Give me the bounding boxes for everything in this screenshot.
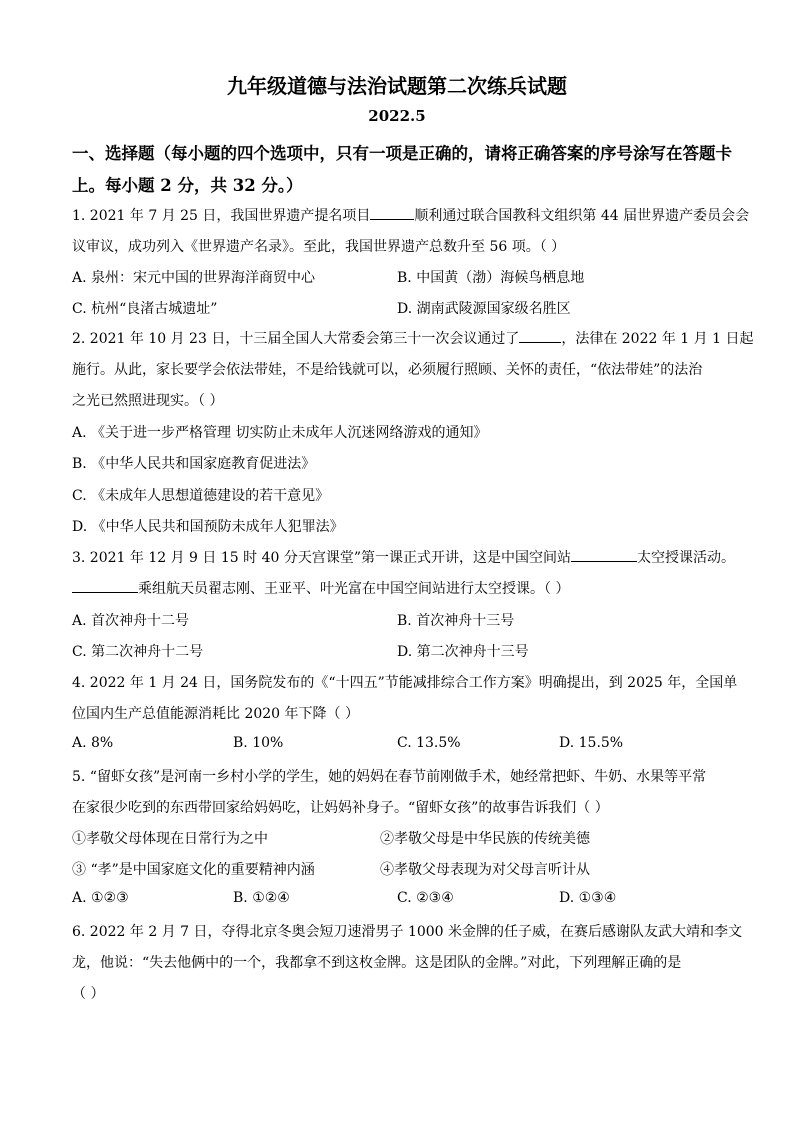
- q5-stem-line2: 在家很少吃到的东西带回家给妈妈吃，让妈妈补身子。“留虾女孩”的故事告诉我们（ ）: [72, 800, 609, 816]
- q2-stem-part2: ，法律在 2022 年 1 月 1 日起: [561, 331, 754, 347]
- exam-date: 2022.5: [368, 107, 426, 125]
- q5-stem-line1: 5. “留虾女孩”是河南一乡村小学的学生，她的妈妈在春节前刚做手术，她经常把虾、牛奶、水果等平常: [72, 769, 707, 785]
- q3-blank-2: [72, 578, 138, 593]
- q2-stem-line1: [72, 328, 753, 348]
- q4-stem-line1: 4. 2022 年 1 月 24 日，国务院发布的《“十四五”节能减排综合工作方案》明确提出，到 2025 年，全国单: [72, 675, 738, 691]
- q1-stem-line1: [72, 205, 749, 225]
- section-heading-line1: 一、选择题（每小题的四个选项中，只有一项是正确的，请将正确答案的序号涂写在答题卡: [72, 144, 732, 163]
- q5-statement-4: ④孝敬父母表现为对父母言听计从: [380, 862, 590, 878]
- q2-option-c: C. 《未成年人思想道德建设的若干意见》: [72, 488, 330, 504]
- q3-stem-line1: [72, 547, 735, 567]
- q3-stem-part1: 3. 2021 年 12 月 9 日 15 时 40 分天宫课堂”第一课正式开讲，这是中国空间站: [72, 550, 571, 566]
- q4-option-b: B. 10%: [233, 735, 284, 751]
- q1-stem-part2: 顺利通过联合国教科文组织第 44 届世界遗产委员会会: [414, 208, 750, 224]
- q3-option-c: C. 第二次神舟十二号: [72, 644, 204, 660]
- q2-blank: [519, 328, 561, 343]
- q5-option-b: B. ①②④: [233, 890, 290, 906]
- q5-statement-2: ②孝敬父母是中华民族的传统美德: [380, 831, 590, 847]
- q5-option-a: A. ①②③: [72, 890, 129, 906]
- q5-statement-3: ③ “孝”是中国家庭文化的重要精神内涵: [72, 862, 315, 878]
- q6-stem-line1: 6. 2022 年 2 月 7 日，夺得北京冬奥会短刀速滑男子 1000 米金牌的任子威，在赛后感谢队友武大靖和李文: [72, 924, 743, 940]
- q4-option-c: C. 13.5%: [397, 735, 461, 751]
- q1-option-a: A. 泉州：宋元中国的世界海洋商贸中心: [72, 270, 316, 286]
- q3-stem-line2: [72, 578, 569, 598]
- q1-stem-line2: 议审议，成功列入《世界遗产名录》。至此，我国世界遗产总数升至 56 项。（ ）: [72, 239, 566, 255]
- q1-blank: [370, 205, 414, 220]
- q5-option-d: D. ①③④: [559, 890, 617, 906]
- section-heading-line2: 上。每小题 2 分，共 32 分。）: [72, 176, 303, 195]
- q1-option-b: B. 中国黄（渤）海候鸟栖息地: [397, 270, 585, 286]
- q2-option-d: D. 《中华人民共和国预防未成年人犯罪法》: [72, 519, 344, 535]
- q5-option-c: C. ②③④: [397, 890, 454, 906]
- q3-stem-part3: 乘组航天员翟志刚、王亚平、叶光富在中国空间站进行太空授课。（ ）: [138, 581, 570, 597]
- q4-option-a: A. 8%: [72, 735, 114, 751]
- q2-option-b: B. 《中华人民共和国家庭教育促进法》: [72, 456, 316, 472]
- q3-option-a: A. 首次神舟十二号: [72, 613, 190, 629]
- q1-option-c: C. 杭州“良渚古城遗址”: [72, 301, 218, 317]
- q6-stem-line2: 龙，他说：“失去他俩中的一个，我都拿不到这枚金牌。这是团队的金牌。”对此，下列理解正确的是: [72, 955, 682, 971]
- q3-blank-1: [571, 547, 637, 562]
- q4-stem-line2: 位国内生产总值能源消耗比 2020 年下降（ ）: [72, 706, 359, 722]
- q2-stem-line2: 施行。从此，家长要学会依法带娃，不是给钱就可以，必须履行照顾、关怀的责任，“依法带娃”的法治: [72, 362, 703, 378]
- q2-stem-part1: 2. 2021 年 10 月 23 日，十三届全国人大常委会第三十一次会议通过了: [72, 331, 520, 347]
- q3-option-b: B. 首次神舟十三号: [397, 613, 515, 629]
- q1-stem-part1: 1. 2021 年 7 月 25 日，我国世界遗产提名项目: [72, 208, 371, 224]
- exam-title: 九年级道德与法治试题第二次练兵试题: [227, 74, 567, 98]
- q5-statement-1: ①孝敬父母体现在日常行为之中: [72, 831, 268, 847]
- q3-option-d: D. 第二次神舟十三号: [397, 644, 529, 660]
- q2-option-a: A. 《关于进一步严格管理 切实防止未成年人沉迷网络游戏的通知》: [72, 425, 488, 441]
- q4-option-d: D. 15.5%: [559, 735, 624, 751]
- q6-stem-line3: （ ）: [72, 986, 105, 1002]
- q2-stem-line3: 之光已然照进现实。（ ）: [72, 393, 224, 409]
- q1-option-d: D. 湖南武陵源国家级名胜区: [397, 301, 571, 317]
- q3-stem-part2: 太空授课活动。: [637, 550, 735, 566]
